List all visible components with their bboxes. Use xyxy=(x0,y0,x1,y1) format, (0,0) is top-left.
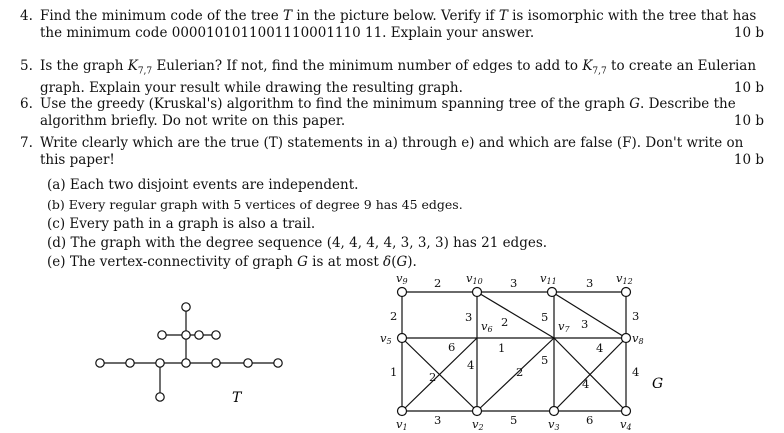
tree-node xyxy=(156,359,164,367)
svg-text:v3: v3 xyxy=(548,417,560,432)
svg-text:6: 6 xyxy=(586,413,594,427)
svg-text:4: 4 xyxy=(467,358,475,372)
problem-number: 4. xyxy=(20,8,33,24)
svg-text:2: 2 xyxy=(434,276,442,290)
svg-text:2: 2 xyxy=(429,370,437,384)
svg-text:5: 5 xyxy=(541,353,549,367)
svg-text:2: 2 xyxy=(501,315,509,329)
svg-text:4: 4 xyxy=(632,365,640,379)
svg-text:v5: v5 xyxy=(380,331,392,346)
problem-text: Is the graph $K_{7,7}$ Eulerian? If not, find the minimum number of edges to add to $K_{7,7}$ to create an Eulerian graph. Explain your result while drawing the resulting graph. xyxy=(40,58,757,97)
tree-node xyxy=(156,393,164,401)
svg-text:v10: v10 xyxy=(466,271,483,286)
svg-text:3: 3 xyxy=(632,309,640,323)
tree-label: T xyxy=(232,390,242,406)
tree-node xyxy=(212,331,220,339)
problem-number: 6. xyxy=(20,96,33,112)
tree-node xyxy=(126,359,134,367)
problem-7 xyxy=(20,135,764,168)
svg-text:4: 4 xyxy=(596,341,604,355)
svg-text:v8: v8 xyxy=(632,331,644,346)
tree-node xyxy=(158,331,166,339)
svg-text:v9: v9 xyxy=(396,271,408,286)
tree-node xyxy=(182,303,190,311)
problem-6 xyxy=(20,96,764,129)
svg-text:3: 3 xyxy=(434,413,442,427)
svg-text:v7: v7 xyxy=(558,319,570,334)
problem-text: Find the minimum code of the tree T in the picture below. Verify if T is isomorphic with the tree that has the minimum code 0000101011001110001110 11. Explain your answer. xyxy=(40,8,757,41)
svg-text:6: 6 xyxy=(448,340,456,354)
tree-node xyxy=(195,331,203,339)
svg-text:v6: v6 xyxy=(481,319,493,334)
tree-node xyxy=(182,331,190,339)
graph-figure xyxy=(370,268,670,433)
svg-text:1: 1 xyxy=(390,365,398,379)
graph-label: G xyxy=(652,376,664,392)
tree-figure xyxy=(90,295,290,415)
svg-text:4: 4 xyxy=(582,377,590,391)
statement-a: (a) Each two disjoint events are independent. xyxy=(47,177,359,193)
problem-points: 10 b xyxy=(733,80,764,97)
svg-text:5: 5 xyxy=(510,413,518,427)
tree-node xyxy=(212,359,220,367)
problem-4 xyxy=(20,8,764,41)
tree-node xyxy=(96,359,104,367)
problem-number: 5. xyxy=(20,58,33,74)
problem-number: 7. xyxy=(20,135,33,151)
tree-node xyxy=(182,359,190,367)
svg-text:3: 3 xyxy=(510,276,518,290)
svg-text:3: 3 xyxy=(586,276,594,290)
problem-points: 10 b xyxy=(733,151,764,168)
problem-points: 10 b xyxy=(733,24,764,41)
svg-text:5: 5 xyxy=(541,310,549,324)
svg-text:v11: v11 xyxy=(540,271,557,286)
problem-5 xyxy=(20,58,764,97)
svg-text:v12: v12 xyxy=(616,271,633,286)
statement-c: (c) Every path in a graph is also a trail. xyxy=(47,216,316,232)
statement-d: (d) The graph with the degree sequence (4, 4, 4, 4, 3, 3, 3) has 21 edges. xyxy=(47,235,548,251)
tree-node xyxy=(274,359,282,367)
problem-points: 10 b xyxy=(733,112,764,129)
statement-e: (e) The vertex-connectivity of graph G is at most δ(G). xyxy=(47,254,417,270)
svg-text:3: 3 xyxy=(581,317,589,331)
problem-text: Use the greedy (Kruskal's) algorithm to find the minimum spanning tree of the graph G. Describe the algorithm briefly. Do not write on this paper. xyxy=(40,96,736,129)
edge-weights xyxy=(390,276,639,427)
svg-text:v4: v4 xyxy=(620,417,632,432)
svg-text:2: 2 xyxy=(390,309,398,323)
svg-text:v1: v1 xyxy=(396,417,408,432)
svg-text:v2: v2 xyxy=(472,417,484,432)
problem-text: Write clearly which are the true (T) statements in a) through e) and which are false (F). Don't write on this paper! xyxy=(40,135,744,168)
svg-text:1: 1 xyxy=(498,341,506,355)
tree-node xyxy=(244,359,252,367)
svg-text:2: 2 xyxy=(516,365,524,379)
svg-text:3: 3 xyxy=(465,310,473,324)
statement-b: (b) Every regular graph with 5 vertices of degree 9 has 45 edges. xyxy=(47,197,463,212)
